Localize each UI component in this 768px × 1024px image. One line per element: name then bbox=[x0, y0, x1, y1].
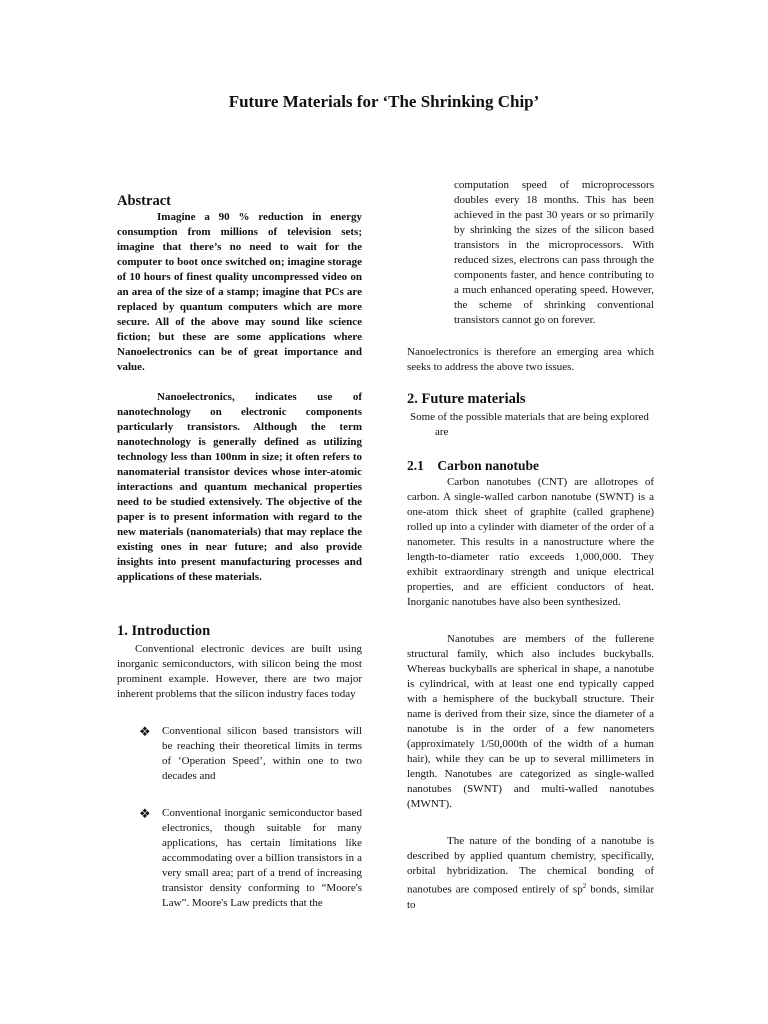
right-column bbox=[407, 178, 654, 913]
superscript: 2 bbox=[582, 882, 587, 890]
carbon-nanotube-heading: 2.1 Carbon nanotube bbox=[407, 458, 540, 473]
introduction-paragraph: Conventional electronic devices are built using inorganic semiconductors, with silicon being the most prominent example. However, there are two major inherent problems that the silicon industry faces today bbox=[117, 643, 362, 700]
continued-paragraph: computation speed of microprocessors doubles every 18 months. This has been achieved in the past 30 years or so primarily by shrinking the sizes of the silicon based transistors in the microprocessors. With reduced sizes, electrons can pass through the components faster, and hence contributing to a much enhanced operating speed. However, the scheme of shrinking conventional transistors cannot go on forever. bbox=[454, 179, 654, 326]
list-item bbox=[117, 806, 362, 911]
carbon-nanotube-paragraph-1: Carbon nanotubes (CNT) are allotropes of carbon. A single-walled carbon nanotube (SWNT) is a one-atom thick sheet of graphite (called graphene) rolled up into a cylinder with diameter of the order of a nanometer. This results in a nanostructure where the length-to-diameter ratio exceeds 1,000,000. They exhibit extraordinary strength and unique electrical properties, and are efficient conductors of heat. Inorganic nanotubes have also been synthesized. bbox=[407, 476, 654, 608]
list-item bbox=[117, 724, 362, 784]
problem-list bbox=[117, 724, 362, 911]
continued-bullet-text bbox=[407, 178, 654, 328]
introduction-heading: 1. Introduction bbox=[117, 623, 211, 639]
abstract-paragraph-1: Imagine a 90 % reduction in energy consumption from millions of television sets; imagine that there’s no need to wait for the computer to boot once switched on; imagine storage of 10 hours of finest quality uncompressed video on an area of the size of a stamp; imagine that PCs are replaced by quantum computers which are more secure. All of the above may sound like science fiction; but these are some applications where Nanoelectronics can be of great importance and value. bbox=[117, 211, 362, 373]
future-materials-paragraph: Some of the possible materials that are being explored are bbox=[410, 411, 649, 438]
left-column bbox=[117, 193, 362, 911]
carbon-nanotube-paragraph-2: Nanotubes are members of the fullerene structural family, which also includes buckyballs. Whereas buckyballs are spherical in shape, a nanotube is cylindrical, with at least one end typically capped with a hemisphere of the buckyball structure. Their name is derived from their size, since the diameter of a nanotube is in the order of a few nanometers (approximately 1/50,000th of the width of a human hair), while they can be up to several millimeters in length. Nanotubes are categorized as single-walled nanotubes (SWNT) and multi-walled nanotubes (MWNT). bbox=[407, 633, 654, 810]
abstract-heading: Abstract bbox=[117, 193, 171, 209]
list-item-text: Conventional inorganic semiconductor based electronics, though suitable for many applications, has certain limitations like accommodating over a billion transistors in a very small area; part of a trend of increasing transistor density conforming to “Moore's Law”. Moore's Law predicts that the bbox=[162, 807, 362, 909]
abstract-section bbox=[117, 193, 362, 585]
abstract-paragraph-2: Nanoelectronics, indicates use of nanotechnology on electronic components particularly transistors. Although the term nanotechnology is generally defined as utilizing technology less than 100nm in size; it often refers to nanomaterial transistor devices whose inter-atomic interactions and quantum mechanical properties need to be studied extensively. The objective of the paper is to present information with regard to the new materials (nanomaterials) that may replace the existing ones in near future; and also provide insights into present manufacturing processes and applications of these materials. bbox=[117, 391, 362, 583]
future-materials-heading: 2. Future materials bbox=[407, 391, 526, 407]
diamond-bullet-icon: ❖ bbox=[139, 724, 151, 739]
carbon-nanotube-paragraph-3 bbox=[407, 834, 654, 913]
paper-title: Future Materials for ‘The Shrinking Chip’ bbox=[228, 92, 540, 111]
list-item-text: Conventional silicon based transistors will be reaching their theoretical limits in terms of ‘Operation Speed’, within one to two decades and bbox=[162, 725, 362, 782]
diamond-bullet-icon: ❖ bbox=[139, 806, 151, 821]
paragraph-text: bonds, similar to bbox=[407, 883, 654, 911]
nanoelectronics-paragraph: Nanoelectronics is therefore an emerging area which seeks to address the above two issues. bbox=[407, 346, 654, 373]
paragraph-text: The nature of the bonding of a nanotube is described by applied quantum chemistry, specifically, orbital hybridization. The chemical bonding of nanotubes are composed entirely of sp bbox=[407, 835, 654, 896]
